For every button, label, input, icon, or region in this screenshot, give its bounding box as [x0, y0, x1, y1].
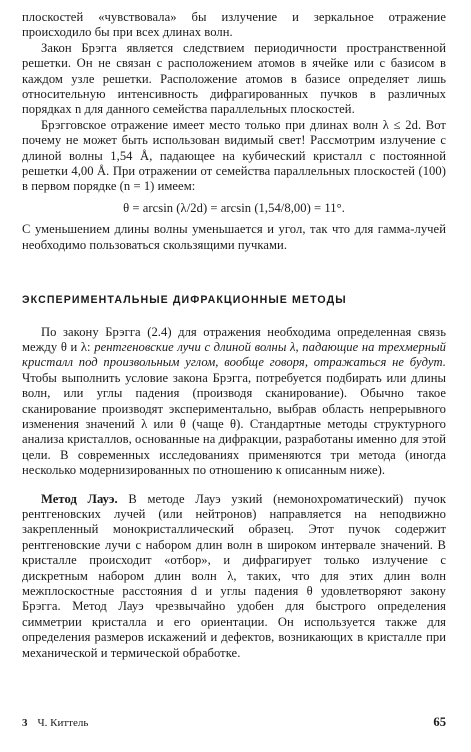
- signature-text: Ч. Киттель: [37, 717, 89, 729]
- paragraph-wavelength-decrease: С уменьшением длины волны уменьшается и угол, так что для гамма-лучей необходимо пользоваться скользящими пучками.: [22, 222, 446, 252]
- paragraph-bragg-condition-start: По закону Брэгга (2.4) для отражения необходима определенная связь между θ и λ:: [22, 324, 446, 354]
- laue-method-title: Метод Лауэ.: [41, 491, 118, 506]
- paragraph-bragg-condition-end: Чтобы выполнить условие закона Брэгга, потребуется подбирать или длины волн, или углы падения (производя сканирование). Обычно такое сканирование производят экспериментально, выбрав область непрерывного изменения значений λ или θ (чаще θ). Стандартные методы структурного анализа кристаллов, основанные на дифракции, разработаны именно для этой цели. В современных исследованиях применяются три метода (иногда несколько модернизированных по отношению к описанным ниже).: [22, 370, 446, 478]
- page-footer: [22, 717, 446, 735]
- printer-signature: [22, 717, 88, 729]
- paragraph-bragg-condition: [22, 325, 446, 479]
- section-heading: ЭКСПЕРИМЕНТАЛЬНЫЕ ДИФРАКЦИОННЫЕ МЕТОДЫ: [22, 294, 347, 307]
- italic-statement: рентгеновские лучи с длиной волны λ, падающие на трехмерный кристалл под произвольным углом, вообще говоря, отражаться не будут.: [22, 339, 446, 370]
- laue-method-text: В методе Лауэ узкий (немонохроматический) пучок рентгеновских лучей (или нейтронов) направляется на неподвижно закрепленный монокристаллический образец. Этот пучок содержит рентгеновские лучи с набором длин волн в широком интервале значений. В кристалле происходит «отбор», и дифрагирует только излучение с дискретным набором длин волн λ, таких, что для этих длин волн межплоскостные расстояния d и углы падения θ удовлетворяют закону Брэгга. Метод Лауэ чрезвычайно удобен для быстрого определения симметрии кристалла и его ориентации. Он используется также для определения размеров искажений и дефектов, возникающих в кристалле при механической и термической обработке.: [22, 491, 446, 660]
- paragraph-bragg-reflection: Брэгговское отражение имеет место только при длинах волн λ ≤ 2d. Вот почему не может быть использован видимый свет! Рассмотрим излучение с длиной волны 1,54 Å, падающее на кубический кристалл с постоянной решетки 4,00 Å. При отражении от семейства параллельных плоскостей (100) в первом порядке (n = 1) имеем:: [22, 117, 446, 194]
- paragraph-laue-method: [22, 492, 446, 661]
- page-number: 65: [433, 715, 446, 729]
- signature-number: 3: [22, 717, 28, 729]
- paragraph-bragg-law: Закон Брэгга является следствием периодичности пространственной решетки. Он не связан с расположением атомов в ячейке или с базисом в каждом узле решетки. Расположение атомов в базисе определяет лишь относительную интенсивность дифрагированных пучков в различных порядках n для данного семейства параллельных плоскостей.: [22, 40, 446, 117]
- page-content: [22, 10, 446, 661]
- paragraph-continuation: плоскостей «чувствовала» бы излучение и зеркальное отражение происходило бы при всех длинах волн.: [22, 10, 446, 40]
- formula-theta: θ = arcsin (λ/2d) = arcsin (1,54/8,00) = 11°.: [123, 200, 345, 215]
